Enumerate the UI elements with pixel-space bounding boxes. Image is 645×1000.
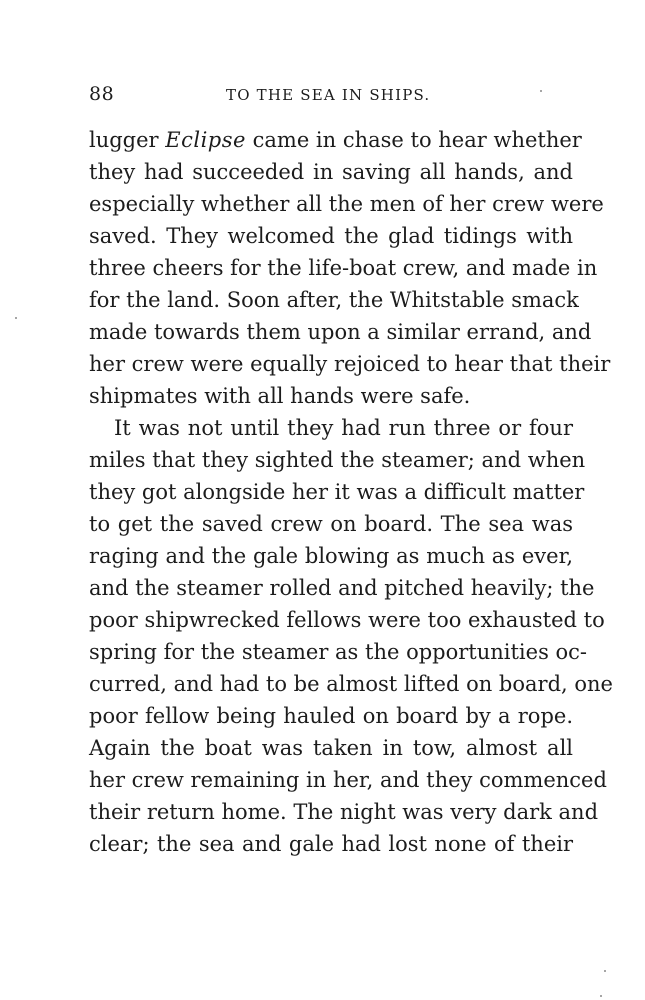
text-line: curred, and had to be almost lifted on board, one [89,672,613,696]
paper-speck [604,970,606,972]
text-line: they had succeeded in saving all hands, and [89,160,573,184]
text-line: miles that they sighted the steamer; and when [89,448,586,472]
paper-speck [540,90,542,92]
text-line: saved. They welcomed the glad tidings with [89,224,573,248]
text-line: to get the saved crew on board. The sea was [89,512,573,536]
text-line: Again the boat was taken in tow, almost all [89,736,573,760]
text-line: three cheers for the life-boat crew, and made in [89,256,598,280]
text-line: clear; the sea and gale had lost none of their [89,832,573,856]
text-line: poor fellow being hauled on board by a rope. [89,704,573,728]
text-line: her crew remaining in her, and they commenced [89,768,607,792]
paper-speck [15,317,17,319]
text-line [89,124,582,156]
paragraph-first-line: It was not until they had run three or four [114,416,573,440]
text-line: her crew were equally rejoiced to hear that their [89,352,611,376]
text-line: raging and the gale blowing as much as ever, [89,544,573,568]
text-line: their return home. The night was very dark and [89,800,599,824]
text-line: poor shipwrecked fellows were too exhausted to [89,608,605,632]
text-line: they got alongside her it was a difficult matter [89,480,585,504]
text-line: made towards them upon a similar errand, and [89,320,592,344]
text-line: spring for the steamer as the opportunities oc- [89,640,588,664]
text-line-end: came in chase to hear whether [245,128,582,152]
text-line: especially whether all the men of her crew were [89,192,604,216]
text-line: for the land. Soon after, the Whitstable smack [89,288,579,312]
text-line: and the steamer rolled and pitched heavily; the [89,576,595,600]
paper-speck [600,995,602,997]
page-number: 88 [89,83,115,105]
ship-name: Eclipse [165,128,246,152]
running-title: TO THE SEA IN SHIPS. [226,86,431,104]
paragraph-last-line: shipmates with all hands were safe. [89,384,471,408]
text-line-start: lugger [89,128,166,152]
